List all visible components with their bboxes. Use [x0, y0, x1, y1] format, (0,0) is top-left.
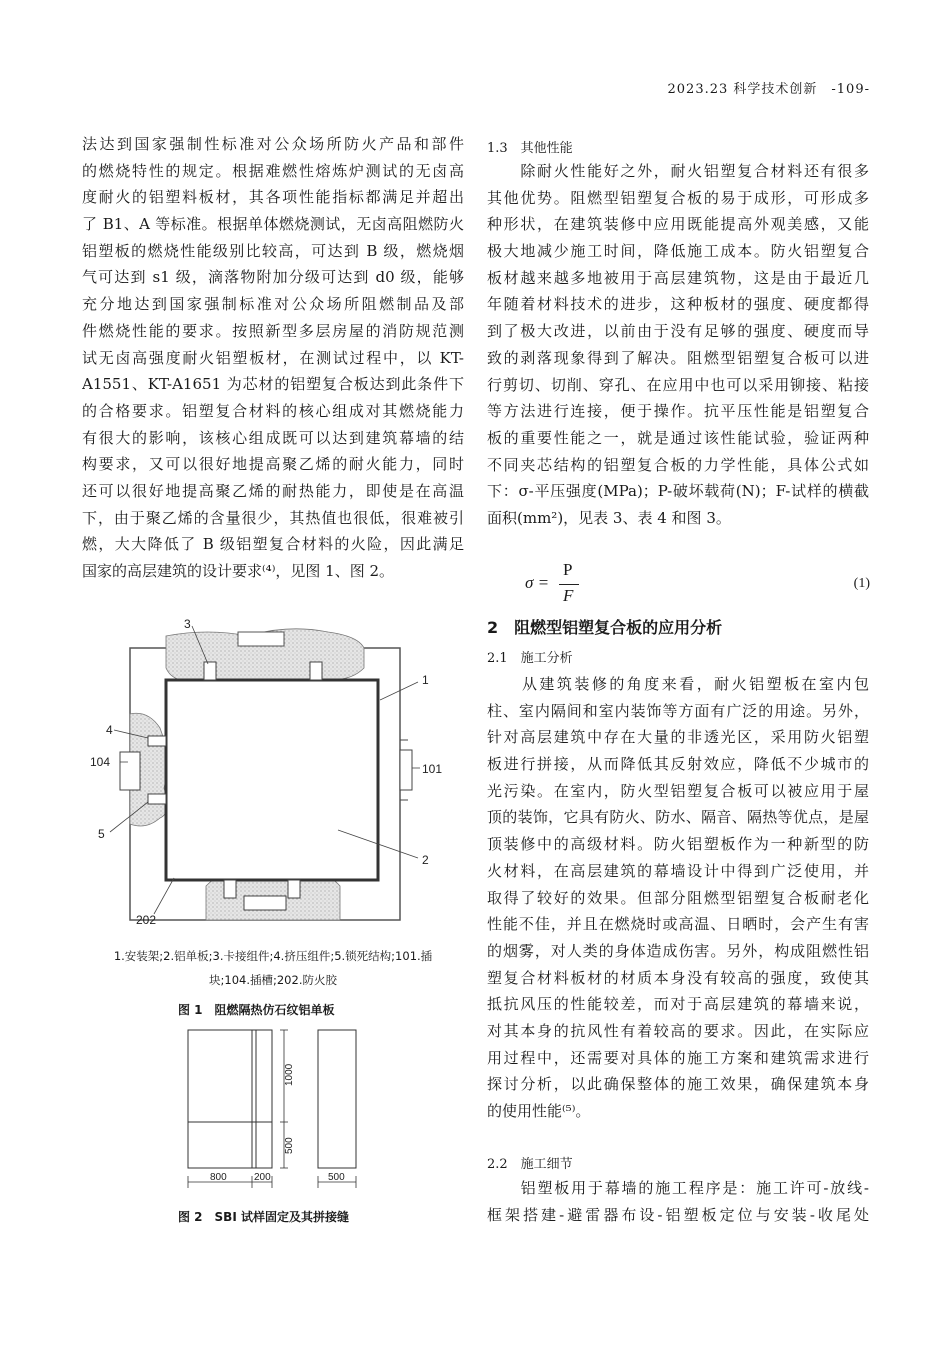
text-line: 针对高层建筑中存在大量的非透光区，采用防火铝塑 [487, 728, 869, 747]
text-line: 年随着材料技术的进步，这种板材的强度、硬度都得 [487, 295, 869, 314]
formula-eq-number: (1) [853, 576, 870, 591]
text-line: 燃，大大降低了 B 级铝塑复合材料的火险，因此满足 [82, 535, 464, 554]
text-line: 板进行拼接，从而降低其反射效应，降低不少城市的 [487, 755, 869, 774]
text-line: 塑复合材料板材的材质本身没有较高的强度，致使其 [487, 968, 869, 987]
text-line: 下：σ-平压强度(MPa)；P-破坏载荷(N)；F-试样的横截 [487, 482, 869, 501]
text-line: 框架搭建-避雷器布设-铝塑板定位与安装-收尾处 [487, 1205, 869, 1224]
text-line: 柱、室内隔间和室内装饰等方面有广泛的用途。另外， [487, 701, 869, 720]
text-line: 有很大的影响，该核心组成既可以达到建筑幕墙的结 [82, 428, 464, 447]
text-line: 的烟雾，对人类的身体造成伤害。另外，构成阻燃性铝 [487, 941, 869, 960]
fig1-label: 5 [98, 827, 105, 841]
text-line: 试无卤高强度耐火铝塑板材，在测试过程中，以 KT- [82, 348, 464, 367]
page-header: 2023.23 科学技术创新 -109- [667, 82, 870, 97]
figure-2-title: 图 2 SBI 试样固定及其拼接缝 [178, 1210, 349, 1224]
text-line: 极大地减少施工时间，降低施工成本。防火铝塑复合 [487, 242, 869, 261]
text-line: 从建筑装修的角度来看，耐火铝塑板在室内包 [487, 675, 869, 693]
text-line: 板材越来越多地被用于高层建筑物，这是由于最近几 [487, 268, 869, 287]
insert-101 [400, 750, 412, 790]
text-line: 探讨分析，以此确保整体的施工效果，确保建筑本身 [487, 1075, 869, 1094]
text-line: 致的剥落现象得到了解决。阻燃型铝塑复合板可以进 [487, 348, 869, 367]
text-line: 火材料，在高层建筑的幕墙设计中得到广泛使用，并 [487, 861, 869, 880]
right-para-2 [487, 671, 869, 1125]
formula-1 [525, 560, 870, 610]
fig1-label: 1 [422, 673, 429, 687]
formula-denominator: F [563, 586, 574, 605]
text-line: 铝塑板用于幕墙的施工程序是：施工许可-放线- [487, 1179, 869, 1197]
fig2-dim-800: 800 [210, 1172, 227, 1183]
left-column-text [82, 131, 464, 585]
text-line: 板的重要性能之一，就是通过该性能试验，验证两种 [487, 428, 869, 447]
slot-104 [120, 752, 140, 790]
text-line: 铝塑板的燃烧性能级别比较高，可达到 B 级，燃烧烟 [82, 241, 464, 260]
text-line: 的燃烧特性的规定。根据难燃性熔炼炉测试的无卤高 [82, 161, 464, 180]
fig2-dim-200: 200 [254, 1172, 271, 1183]
figure-1-diagram [88, 618, 468, 938]
text-line: 除耐火性能好之外，耐火铝塑复合材料还有很多 [487, 162, 869, 180]
right-para-3 [487, 1175, 869, 1228]
fig1-label: 101 [422, 762, 443, 776]
formula-lhs: σ = [525, 573, 550, 592]
text-line: 法达到国家强制性标准对公众场所防火产品和部件 [82, 135, 464, 153]
figure-1-caption-line1: 1.安装架;2.铝单板;3.卡接组件;4.挤压组件;5.锁死结构;101.插 [113, 949, 433, 963]
text-line: 面积(mm²)，见表 3、表 4 和图 3。 [487, 508, 731, 527]
fig1-label: 4 [106, 723, 113, 737]
text-line: 到了极大改进，以前由于没有足够的强度、硬度而导 [487, 322, 869, 341]
figure-1-title: 图 1 阻燃隔热仿石纹铝单板 [178, 1003, 335, 1017]
text-line: 抵抗风压的性能较差，而对于高层建筑的幕墙来说， [487, 995, 869, 1014]
text-line: 顶的装饰，它具有防火、防水、隔音、隔热等优点，是屋 [487, 808, 869, 827]
text-line: 件燃烧性能的要求。按照新型多层房屋的消防规范测 [82, 321, 464, 340]
text-line: 对其本身的抗风性有着较高的要求。因此，在实际应 [487, 1021, 869, 1040]
figure-1-caption-line2: 块;104.插槽;202.防火胶 [209, 973, 337, 987]
text-line: 还可以很好地提高聚乙烯的耐热能力，即使是在高温 [82, 481, 464, 500]
section-2-1-heading: 2.1 施工分析 [487, 651, 573, 666]
section-1-3-heading: 1.3 其他性能 [487, 141, 573, 156]
right-para-1 [487, 158, 869, 532]
fig1-label: 3 [184, 618, 191, 631]
section-2-2-heading: 2.2 施工细节 [487, 1157, 573, 1172]
text-line: 充分地达到国家强制标准对公众场所阻燃制品及部 [82, 295, 464, 314]
text-line: 的使用性能⁽⁵⁾。 [487, 1102, 591, 1120]
text-line: 其他优势。阻燃型铝塑复合板的易于成形，可形成多 [487, 188, 869, 207]
text-line: 下，由于聚乙烯的含量很少，其热值也很低，很难被引 [82, 508, 464, 527]
text-line: 性能不佳，并且在燃烧时或高温、日晒时，会产生有害 [487, 915, 869, 934]
text-line: 用过程中，还需要对具体的施工方案和建筑需求进行 [487, 1048, 869, 1067]
text-line: 气可达到 s1 级，滴落物附加分级可达到 d0 级，能够 [82, 268, 464, 287]
text-line: 行剪切、切削、穿孔、在应用中也可以采用铆接、粘接 [487, 375, 869, 394]
text-line: A1551、KT-A1651 为芯材的铝塑复合板达到此条件下 [82, 375, 464, 394]
text-line: 的合格要求。铝塑复合材料的核心组成对其燃烧能力 [82, 401, 464, 420]
formula-numerator: P [563, 560, 573, 579]
text-line: 不同夹芯结构的铝塑复合板的力学性能，具体公式如 [487, 455, 869, 474]
fig2-dim-500: 500 [284, 1137, 295, 1154]
text-line: 了 B1、A 等标准。根据单体燃烧测试，无卤高阻燃防火 [82, 215, 464, 234]
text-line: 顶装修中的高级材料。防火铝塑板作为一种新型的防 [487, 835, 869, 854]
fig1-label: 2 [422, 853, 429, 867]
text-line: 度耐火的铝塑料板材，其各项性能指标都满足并超出 [82, 188, 464, 207]
aluminum-panel [166, 680, 378, 880]
section-2-heading: 2 阻燃型铝塑复合板的应用分析 [487, 618, 723, 637]
text-line: 种形状，在建筑装修中应用既能提高外观美感，又能 [487, 215, 869, 234]
text-line: 构要求，又可以很好地提高聚乙烯的耐火能力，同时 [82, 455, 464, 474]
fig1-label: 202 [136, 913, 157, 927]
fig1-label: 104 [90, 755, 111, 769]
text-line: 国家的高层建筑的设计要求⁽⁴⁾，见图 1、图 2。 [82, 562, 395, 580]
top-tab [238, 632, 284, 646]
fig2-dim-1000: 1000 [284, 1063, 295, 1086]
text-line: 光污染。在室内，防火型铝塑复合板可以被应用于屋 [487, 781, 869, 800]
figure-2-diagram [180, 1024, 360, 1196]
fig2-dim-500-right: 500 [328, 1172, 345, 1183]
text-line: 等方法进行连接，便于操作。抗平压性能是铝塑复合 [487, 402, 869, 421]
text-line: 取得了较好的效果。但部分阻燃型铝塑复合板耐老化 [487, 888, 869, 907]
